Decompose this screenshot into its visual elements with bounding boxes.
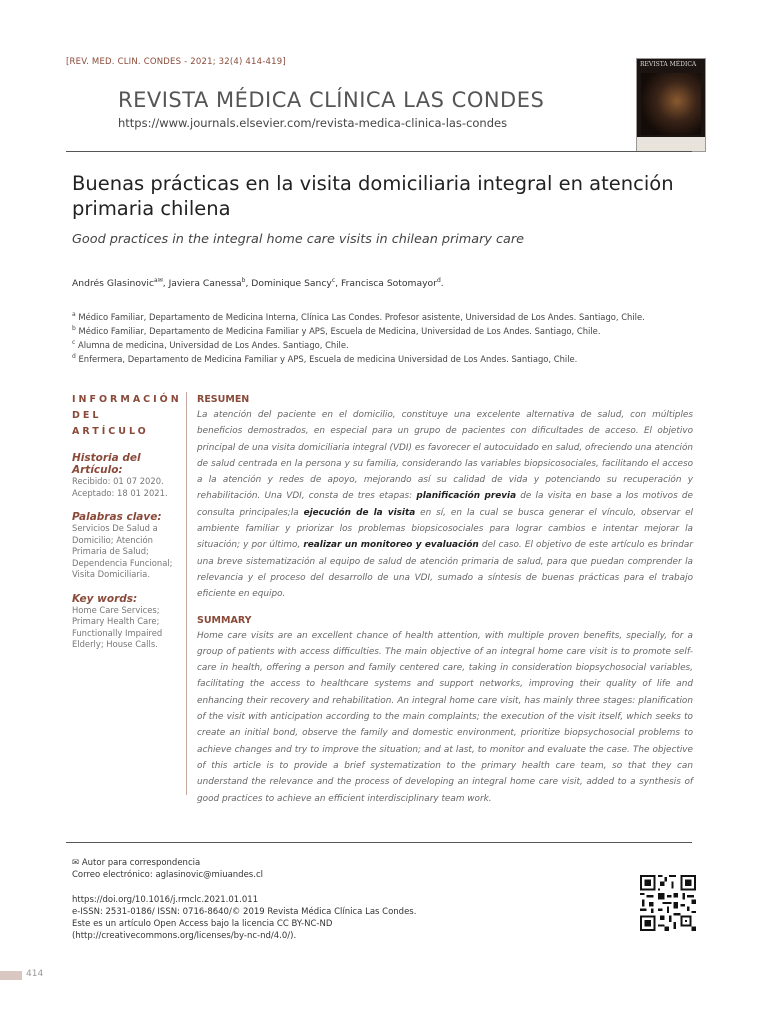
journal-name: REVISTA MÉDICA CLÍNICA LAS CONDES <box>118 88 545 112</box>
citation-header: [REV. MED. CLIN. CONDES - 2021; 32(4) 414-419] <box>66 57 286 67</box>
author-sup: d <box>436 277 441 284</box>
author-name: Andrés Glasinovic <box>72 278 155 290</box>
author-sup: b <box>241 277 246 284</box>
qr-code-icon <box>640 875 696 931</box>
resumen-part: de la visita en base a los motivos de consulta principales;la <box>197 491 694 518</box>
author-sup: c <box>331 277 336 284</box>
author-sep: , <box>162 278 169 290</box>
resumen-part: La atención del paciente en el domicilio, constituye una excelente alternativa de salud, con múltiples beneficios demostrados, en especial para un grupo de pacientes con dificultades de acceso. El objetivo principal de una visita domiciliaria integral (VDI) es favorecer el autocuidado en salud, ofreciendo una atención de salud centrada en la persona y su familia, considerando las variables biopsicosociales, facilitando el acceso a la atención y redes de apoyo, mejorando así su calidad de vida y potenciando su recuperación y rehabilitación. Una VDI, consta de tres etapas: <box>197 410 693 502</box>
correspondence-block <box>72 857 263 881</box>
article-subtitle: Good practices in the integral home care visits in chilean primary care <box>72 232 525 247</box>
affiliation-text: Enfermera, Departamento de Medicina Familiar y APS, Escuela de medicina Universidad de Los Andes. Santiago, Chile. <box>78 353 578 364</box>
license-line: Este es un artículo Open Access bajo la licencia CC BY-NC-ND <box>72 919 333 929</box>
abstract-column <box>197 394 693 807</box>
page-number: 414 <box>26 969 44 979</box>
resumen-part: en sí, en la cual se busca generar el vínculo, observar el ambiente familiar y priorizar los problemas biopsicosociales para lograr cambios e intentar mejorar la situación; y por último, <box>197 507 694 551</box>
journal-url[interactable]: https://www.journals.elsevier.com/revista-medica-clinica-las-condes <box>118 116 508 130</box>
article-info-heading: INFORMACIÓN <box>72 394 182 405</box>
author-sep: , <box>245 278 252 290</box>
resumen-emphasis: planificación previa <box>416 491 517 502</box>
affiliation-text: Médico Familiar, Departamento de Medicina Familiar y APS, Escuela de Medicina, Universidad de Los Andes. Santiago, Chile. <box>78 325 601 336</box>
envelope-icon: ✉ <box>72 858 80 868</box>
resumen-text <box>197 407 693 603</box>
author-sep: . <box>440 278 444 290</box>
resumen-emphasis: realizar un monitoreo y evaluación <box>303 540 479 551</box>
affiliation-text: Alumna de medicina, Universidad de Los Andes. Santiago, Chile. <box>77 339 349 350</box>
correspondence-label: Autor para correspondencia <box>81 858 201 868</box>
summary-heading: SUMMARY <box>197 614 252 626</box>
received-date: Recibido: 01 07 2020. <box>72 476 164 486</box>
column-divider <box>186 392 187 795</box>
author-name: Javiera Canessa <box>168 278 242 290</box>
header-divider <box>66 151 692 152</box>
resumen-heading: RESUMEN <box>197 394 250 405</box>
cover-artwork <box>641 73 701 135</box>
cover-title: REVISTA MÉDICA <box>640 61 697 68</box>
author-name: Francisca Sotomayor <box>341 278 437 290</box>
author-sup: a✉ <box>154 277 163 284</box>
publication-info <box>72 894 416 942</box>
affiliation-sup: b <box>72 325 76 332</box>
keywords-es-label: Palabras clave: <box>72 511 162 523</box>
author-name: Dominique Sancy <box>251 278 332 290</box>
summary-text: Home care visits are an excellent chance of health attention, with multiple proven benefits, specially, for a group of patients with access difficulties. The main objective of an integral home care visit is to promote self-care in health, offering a person and family centered care, taking in consideration biopsychosocial variables, facilitating the access to healthcare systems and support networks, improving their quality of life and enhancing their recovery and rehabilitation. An integral home care visit, has mainly three stages: planification of the visit with anticipation according to the main complaints; the execution of the visit itself, which seeks to create an initial bond, observe the family and domestic environment, prioritize biopsychosocial problems to achieve changes and try to improve the situation; and at last, to monitor and evaluate the case. The objective of this article is to provide a brief systematization to the primary health care team, so that they can understand the relevance and the process of developing an integral home care visit, added to a synthesis of good practices to achieve an efficient interdisciplinary team work. <box>197 630 693 804</box>
affiliation-sup: d <box>72 353 76 360</box>
keywords-en-label: Key words: <box>72 592 138 605</box>
author-list <box>72 277 444 289</box>
resumen-emphasis: ejecución de la visita <box>303 507 416 518</box>
article-info-heading-2: DEL ARTÍCULO <box>72 410 149 437</box>
correspondence-email[interactable]: Correo electrónico: aglasinovic@miuandes.cl <box>72 870 263 880</box>
keywords-es: Servicios De Salud a Domicilio; Atención Primaria de Salud; Dependencia Funcional; Visita Domiciliaria. <box>72 523 173 579</box>
journal-cover-image <box>636 58 706 152</box>
doi-link[interactable]: https://doi.org/10.1016/j.rmclc.2021.01.011 <box>72 895 259 905</box>
cover-strip <box>637 137 705 151</box>
article-title: Buenas prácticas en la visita domiciliaria integral en atención primaria chilena <box>72 172 674 220</box>
license-url[interactable]: (http://creativecommons.org/licenses/by-nc-nd/4.0/). <box>72 931 297 941</box>
issn-line: e-ISSN: 2531-0186/ ISSN: 0716-8640/© 2019 Revista Médica Clínica Las Condes. <box>72 907 417 917</box>
keywords-en: Home Care Services; Primary Health Care; Functionally Impaired Elderly; House Calls. <box>72 604 163 649</box>
history-label: Historia del Artículo: <box>72 452 141 476</box>
affiliation-sup: a <box>72 311 76 318</box>
affiliation-sup: c <box>72 339 76 346</box>
resumen-part: del caso. El objetivo de este artículo es brindar una breve sistematización al equipo de salud de atención primaria de salud, para que puedan comprender la relevancia y el proceso del desarrollo de una VDI, sumado a síntesis de buenas prácticas para el trabajo eficiente en equipo. <box>197 540 693 600</box>
affiliation <box>72 350 712 366</box>
footer-divider <box>66 842 692 843</box>
article-info-sidebar <box>72 392 184 651</box>
author-sep: , <box>335 278 342 290</box>
page-number-bar <box>0 971 22 980</box>
accepted-date: Aceptado: 18 01 2021. <box>72 487 168 498</box>
affiliation-text: Médico Familiar, Departamento de Medicina Interna, Clínica Las Condes. Profesor asistente, Universidad de Los Andes. Santiago, Chile. <box>78 311 645 322</box>
